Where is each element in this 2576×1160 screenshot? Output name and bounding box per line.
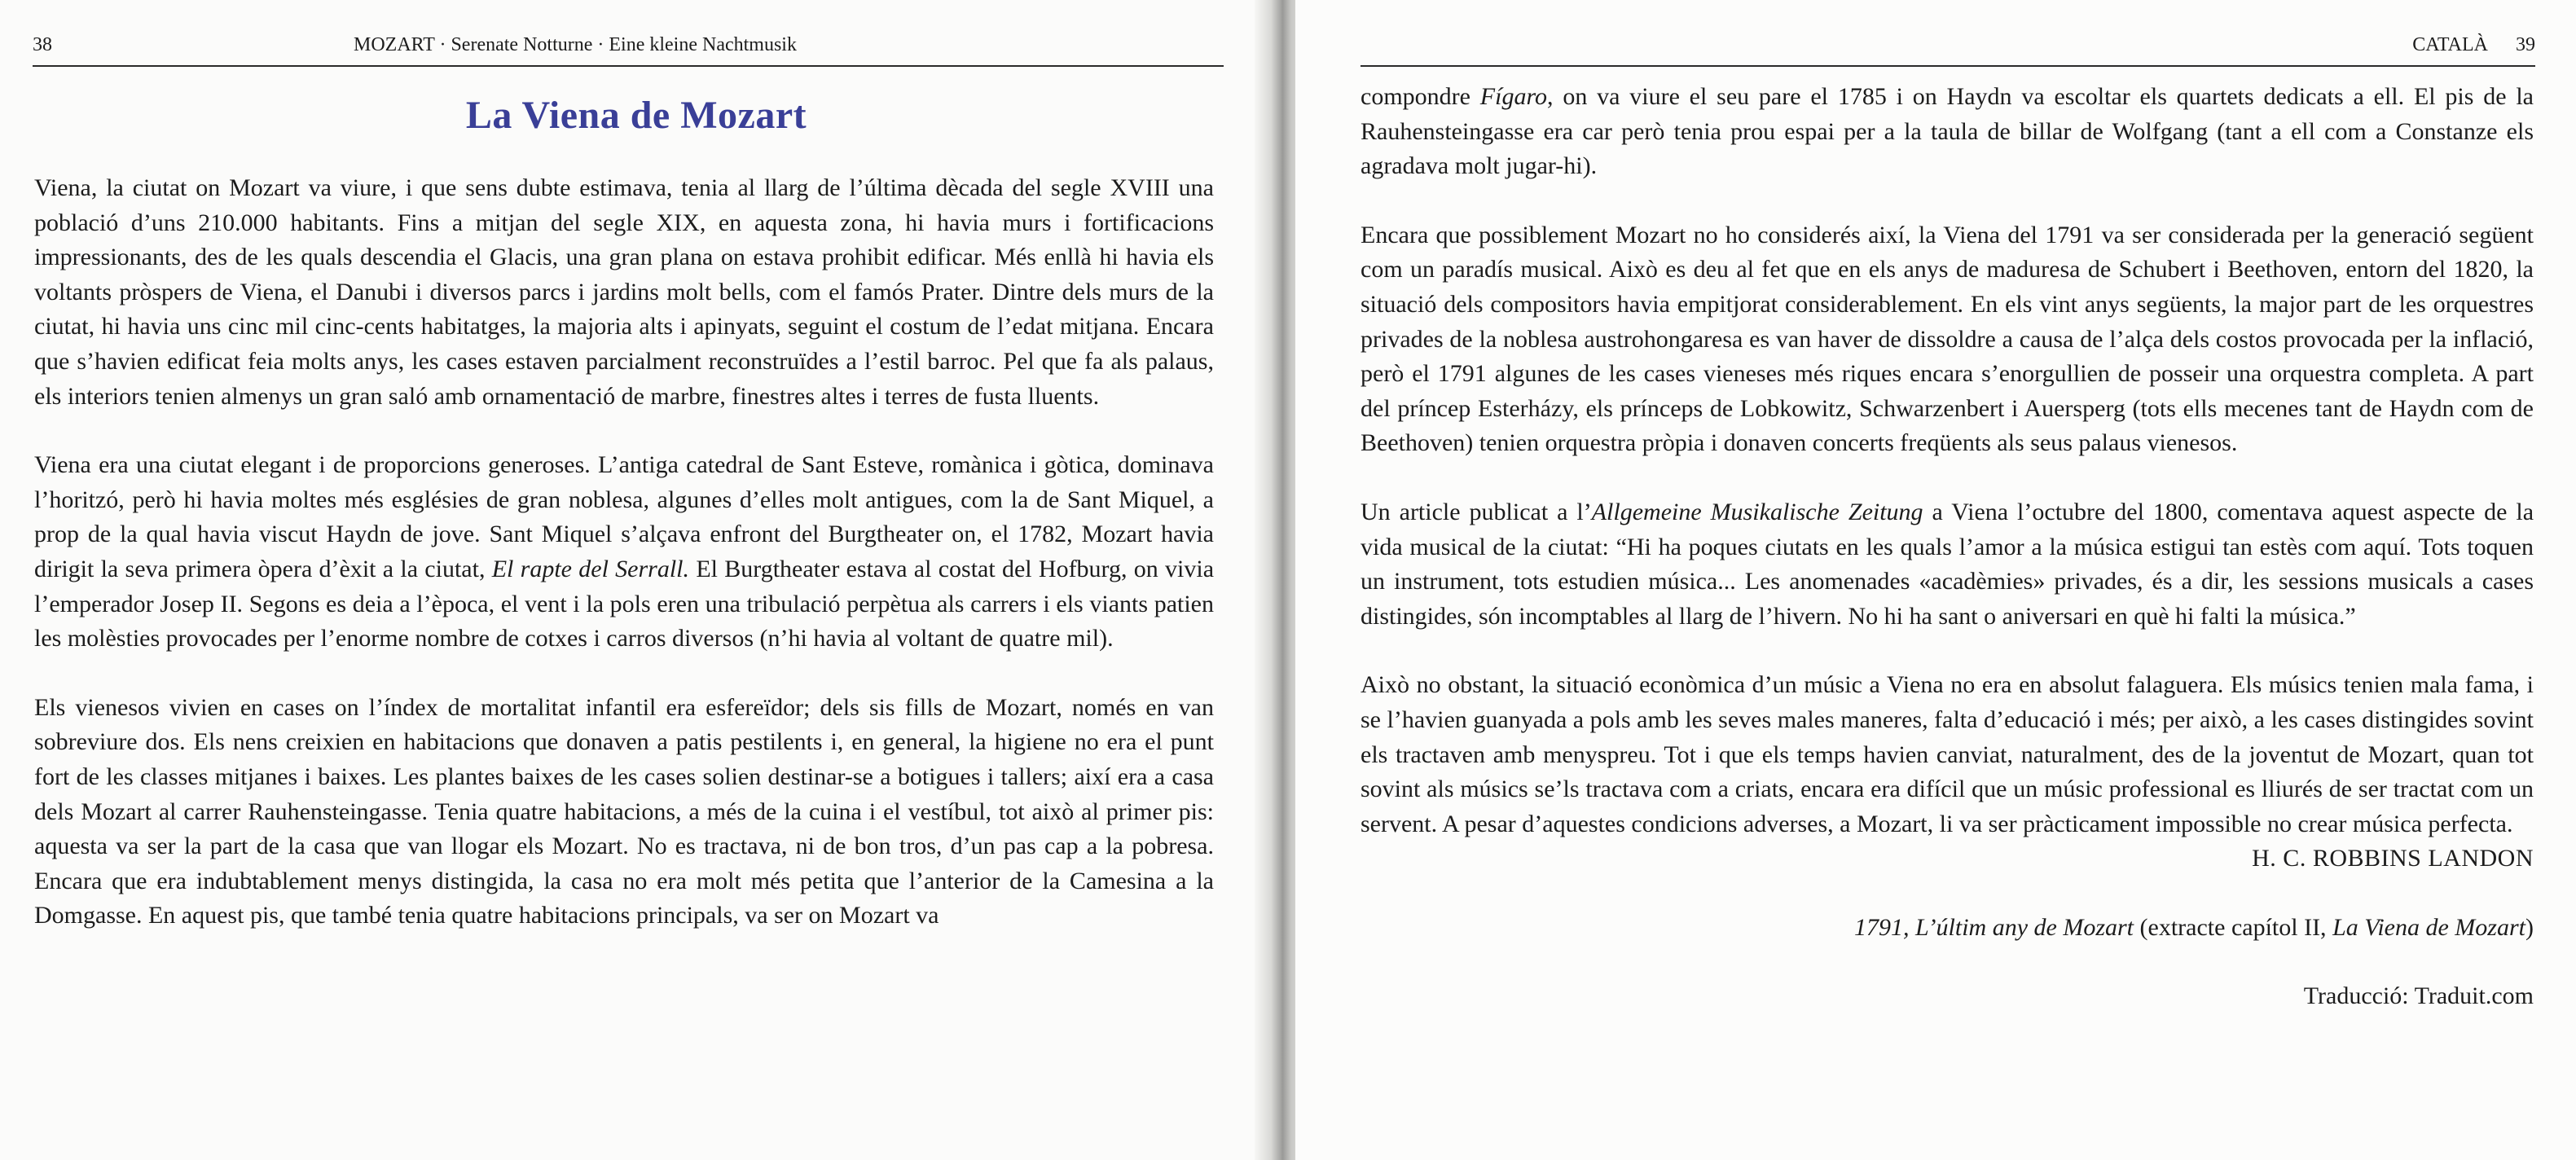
source-citation [1361,911,2534,946]
left-page-header [33,34,1224,67]
paragraph-2-text-a: Viena era una ciutat elegant i de proporcions generoses. L’antiga catedral de Sant Esteve, romànica i gòtica, dominava l’horitzó, però hi havia moltes més esglésies de gran noblesa, algunes d’elles molt antigues, com la de Sant Miquel, a prop de la qual havia viscut Haydn de jove. Sant Miquel s’alçava enfront del Burgtheater on, el 1782, Mozart havia dirigit la seva primera òpera d’èxit a la ciutat, [34,451,1214,582]
left-page-body [34,171,1214,968]
paragraph-4 [1361,80,2534,184]
translation-credit: Traducció: Traduit.com [2303,982,2534,1010]
paragraph-6 [1361,495,2534,634]
left-page-number: 38 [33,34,52,55]
opera-title-figaro: Fígaro [1479,83,1548,110]
journal-title: Allgemeine Musikalische Zeitung [1591,498,1923,525]
language-label: CATALÀ [2412,34,2488,55]
article-title: La Viena de Mozart [465,94,807,137]
paragraph-5: Encara que possiblement Mozart no ho considerés així, la Viena del 1791 va ser considerada per la generació següent com un paradís musical. Això es deu al fet que en els anys de maduresa de Schubert i Beethoven, entorn del 1820, la situació dels compositors havia empitjorat considerablement. En els vint anys següents, la major part de les orquestres privades de la noblesa austrohongaresa es van haver de dissoldre a causa de l’alça dels costos provocada per la inflació, però el 1791 algunes de les cases vieneses més riques encara s’enorgullien de posseir una orquestra completa. A part del príncep Esterházy, els prínceps de Lobkowitz, Schwarzenbert i Auersperg (tots ells mecenes tant de Haydn com de Beethoven) tenien orquestra pròpia i donaven concerts freqüents als seus palaus vienesos. [1361,221,2534,457]
right-page-body [1361,80,2534,1048]
author-signature: H. C. ROBBINS LANDON [2252,845,2534,872]
paragraph-2 [34,448,1214,657]
paragraph-6-text-b: a Viena l’octubre del 1800, comentava aquest aspecte de la vida musical de la ciutat: “Hi ha poques ciutats en les quals l’amor a la música estigui tan estès com aquí. Tots toquen un instrument, tots estudien música... Les anomenades «acadèmies» privades, és a dir, les sessions musicals a cases distingides, són incomptables al llarg de l’hivern. No hi ha sant o aniversari en què hi falti la música.” [1361,498,2534,630]
right-page-number: 39 [2516,34,2535,55]
chapter-title: La Viena de Mozart [2332,913,2525,941]
paragraph-7: Això no obstant, la situació econòmica d’un músic a Viena no era en absolut falaguera. Els músics tenien mala fama, i se l’havien guanyada a pols amb les seves males maneres, falta d’educació i més; per això, a les cases distingides sovint els tractaven amb menyspreu. Tot i que els temps havien canviat, naturalment, des de la joventut de Mozart, quan tot sovint als músics se’ls tractava com a criats, encara era difícil que un músic professional es lliurés de ser tractat com un servent. A pesar d’aquestes condicions adverses, a Mozart, li va ser pràcticament impossible no crear música perfecta. [1361,671,2534,837]
left-page [0,0,1273,1160]
extract-note: (extracte capítol II, [2139,913,2327,941]
paragraph-3: Els vienesos vivien en cases on l’índex de mortalitat infantil era esfereïdor; dels sis fills de Mozart, només en van sobreviure dos. Els nens creixien en habitacions que donaven a patis pestilents i, en general, la higiene no era el punt fort de les classes mitjanes i baixes. Les plantes baixes de les cases solien destinar-se a botigues i tallers; així era a casa dels Mozart al carrer Rauhensteingasse. Tenia quatre habitacions, a més de la cuina i el vestíbul, tot això al primer pis: aquesta va ser la part de la casa que van llogar els Mozart. No es tractava, ni de bon tros, d’un pas cap a la pobresa. Encara que era indubtablement menys distingida, la casa no era molt més petita que l’anterior de la Camesina a la Domgasse. En aquest pis, que també tenia quatre habitacions principals, va ser on Mozart va [34,693,1214,929]
paragraph-4-text-a: compondre [1361,83,1470,110]
close-paren: ) [2525,913,2534,941]
right-page-header [1361,34,2535,67]
running-title: MOZART · Serenate Notturne · Eine kleine Nachtmusik [354,34,797,55]
paragraph-4-text-b: , on va viure el seu pare el 1785 i on Haydn va escoltar els quartets dedicats a ell. El pis de la Rauhensteingasse era car però tenia prou espai per a la taula de billar de Wolfgang (tant a ell com a Constanze els agradava molt jugar-hi). [1361,83,2534,180]
paragraph-6-text-a: Un article publicat a l’ [1361,498,1592,525]
right-page [1295,0,2576,1160]
book-title: 1791, L’últim any de Mozart [1853,913,2134,941]
opera-title: El rapte del Serrall. [491,555,690,582]
paragraph-2-text-b: El Burgtheater estava al costat del Hofburg, on vivia l’emperador Josep II. Segons es deia a l’època, el vent i la pols eren una tribulació perpètua als carrers i els viants patien les molèsties provocades per l’enorme nombre de cotxes i carros diversos (n’hi havia al voltant de quatre mil). [34,555,1215,652]
paragraph-1: Viena, la ciutat on Mozart va viure, i que sens dubte estimava, tenia al llarg de l’última dècada del segle XVIII una població d’uns 210.000 habitants. Fins a mitjan del segle XIX, en aquesta zona, hi havia murs i fortificacions impressionants, des de les quals descendia el Glacis, una gran plana on estava prohibit edificar. Més enllà hi havia els voltants pròspers de Viena, el Danubi i diversos parcs i jardins molt bells, com el famós Prater. Dintre dels murs de la ciutat, hi havia uns cinc mil cinc-cents habitatges, la majoria alts i apinyats, seguint el costum de l’edat mitjana. Encara que s’havien edificat feia molts anys, les cases estaven parcialment reconstruïdes a l’estil barroc. Pel que fa als palaus, els interiors tenien almenys un gran saló amb ornamentació de marbre, finestres altes i terres de fusta lluents. [34,174,1214,410]
